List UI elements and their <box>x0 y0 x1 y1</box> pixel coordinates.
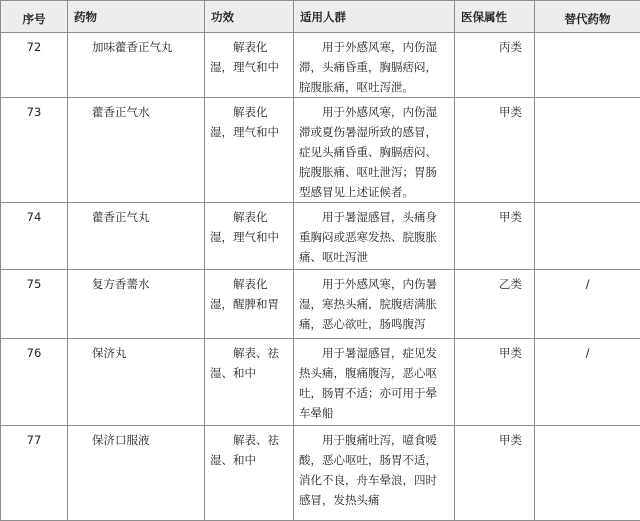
cell-efficacy: 解表化湿，理气和中 <box>205 203 294 270</box>
table-row <box>1 33 640 98</box>
cell-population: 用于外感风寒，内伤湿滞，头痛昏重，胸膈痞闷，脘腹胀痛，呕吐泻泄。 <box>294 33 455 98</box>
cell-no: 75 <box>1 270 68 339</box>
cell-efficacy: 解表化湿，理气和中 <box>205 33 294 98</box>
cell-insurance: 甲类 <box>455 203 535 270</box>
cell-insurance: 甲类 <box>455 426 535 521</box>
cell-no: 72 <box>1 33 68 98</box>
table-row <box>1 203 640 270</box>
table-header-row <box>1 1 640 33</box>
cell-drug: 藿香正气水 <box>68 98 205 203</box>
header-no: 序号 <box>1 1 68 33</box>
cell-no: 73 <box>1 98 68 203</box>
cell-population: 用于腹痛吐泻，噫食嗳酸，恶心呕吐，肠胃不适，消化不良，舟车晕浪，四时感冒，发热头痛 <box>294 426 455 521</box>
cell-no: 77 <box>1 426 68 521</box>
cell-population: 用于外感风寒，内伤湿滞或夏伤暑湿所致的感冒，症见头痛昏重、胸膈痞闷、脘腹胀痛、呕吐泄泻；胃肠型感冒见上述证候者。 <box>294 98 455 203</box>
cell-population: 用于外感风寒，内伤暑湿，寒热头痛，脘腹痞满胀痛，恶心欲吐，肠鸣腹泻 <box>294 270 455 339</box>
cell-drug: 保济口服液 <box>68 426 205 521</box>
cell-drug: 保济丸 <box>68 339 205 426</box>
table-row <box>1 339 640 426</box>
cell-no: 76 <box>1 339 68 426</box>
table-row <box>1 270 640 339</box>
cell-alternative <box>535 426 640 521</box>
cell-alternative <box>535 33 640 98</box>
cell-efficacy: 解表、祛湿、和中 <box>205 426 294 521</box>
table-row <box>1 426 640 521</box>
cell-alternative: / <box>535 339 640 426</box>
header-insurance: 医保属性 <box>455 1 535 33</box>
cell-no: 74 <box>1 203 68 270</box>
cell-efficacy: 解表化湿，醒脾和胃 <box>205 270 294 339</box>
cell-alternative <box>535 98 640 203</box>
cell-drug: 加味藿香正气丸 <box>68 33 205 98</box>
cell-efficacy: 解表化湿，理气和中 <box>205 98 294 203</box>
cell-drug: 复方香薷水 <box>68 270 205 339</box>
cell-population: 用于暑湿感冒，症见发热头痛，腹痛腹泻，恶心呕吐，肠胃不适；亦可用于晕车晕船 <box>294 339 455 426</box>
cell-efficacy: 解表、祛湿、和中 <box>205 339 294 426</box>
header-drug: 药物 <box>68 1 205 33</box>
cell-insurance: 甲类 <box>455 339 535 426</box>
cell-population: 用于暑湿感冒，头痛身重胸闷或恶寒发热、脘腹胀痛、呕吐泻泄 <box>294 203 455 270</box>
header-efficacy: 功效 <box>205 1 294 33</box>
header-population: 适用人群 <box>294 1 455 33</box>
cell-insurance: 乙类 <box>455 270 535 339</box>
cell-alternative: / <box>535 270 640 339</box>
table-row <box>1 98 640 203</box>
cell-insurance: 丙类 <box>455 33 535 98</box>
header-alternative: 替代药物 <box>535 1 640 33</box>
cell-insurance: 甲类 <box>455 98 535 203</box>
cell-alternative <box>535 203 640 270</box>
cell-drug: 藿香正气丸 <box>68 203 205 270</box>
